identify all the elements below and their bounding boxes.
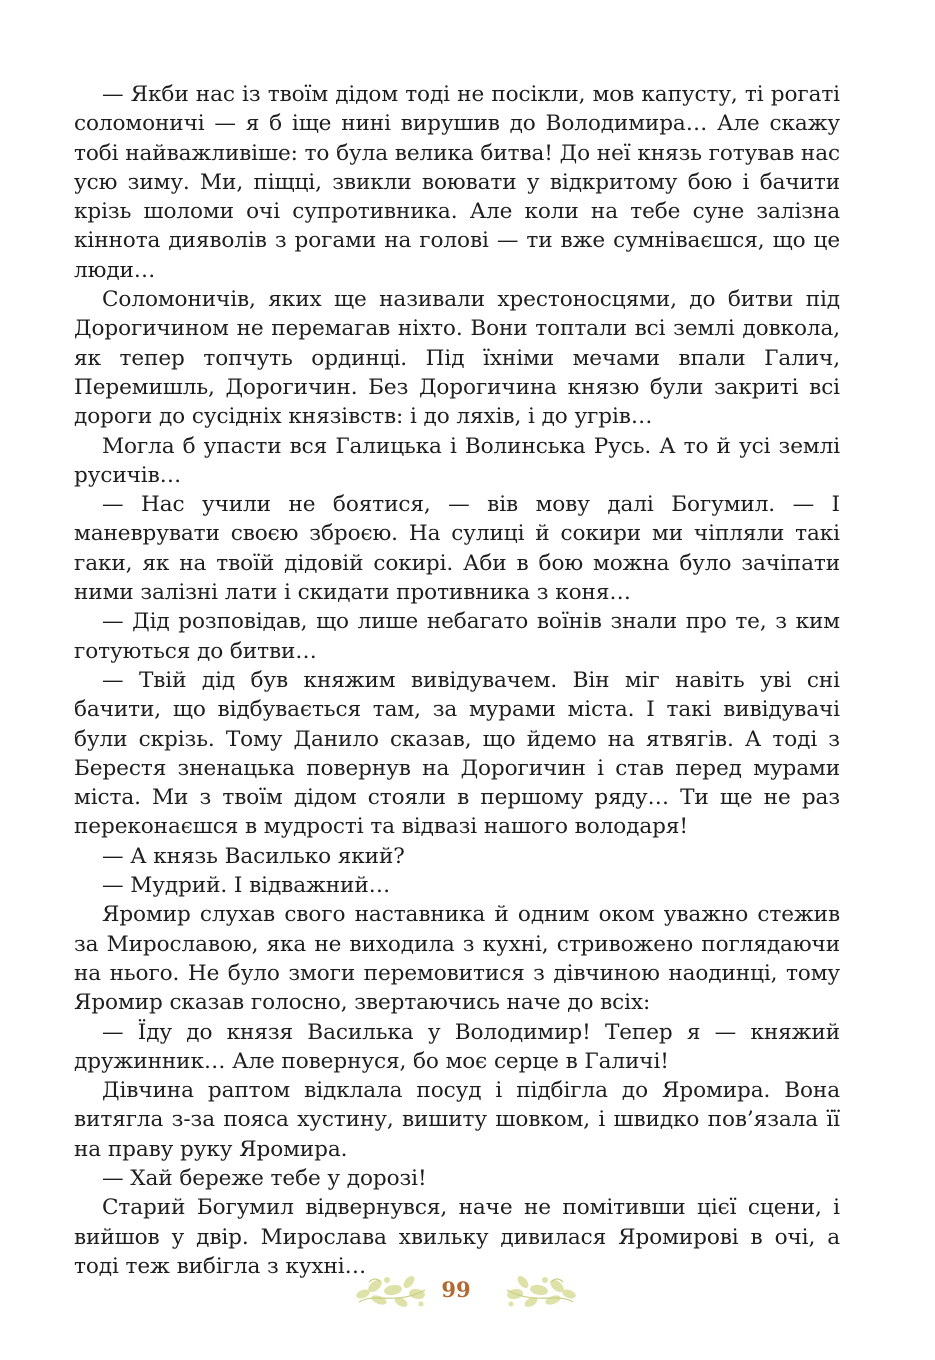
paragraph: — Хай береже тебе у дорозі!: [102, 1165, 427, 1191]
paragraph: — Твій дід був княжим вивідувачем. Він міг навіть уві сні бачити, що відбувається там, за мурами міста. І такі вивідувачі були скрізь. Тому Данило сказав, що йдемо на ятвягів. А тоді з Берестя зненацька повернув на Дорогичин і став перед мурами міста. Ми з твоїм дідом стояли в першому ряду… Ти ще не раз переконаєшся в мудрості та відвазі нашого володаря!: [74, 667, 840, 840]
paragraph: Соломоничів, яких ще називали хрестоносцями, до битви під Дорогичином не перемагав ніхто. Вони топтали всі землі довкола, як тепер топчуть ординці. Під їхніми мечами впали Галич, Перемишль, Дорогичин. Без Дорогичина князю були закриті всі дороги до сусідніх князівств: і до ляхів, і до угрів…: [74, 287, 840, 430]
paragraph: — Нас учили не боятися, — вів мову далі Богумил. — І маневрувати своєю зброєю. На сулиці й сокири ми чіпляли такі гаки, як на твоїй дідовій сокирі. Аби в бою можна було зачіпати ними залізні лати і скидати противника з коня…: [74, 492, 840, 606]
page-number: 99: [441, 1277, 471, 1302]
paragraph: Яромир слухав свого наставника й одним оком уважно стежив за Мирославою, яка не виходила з кухні, стривожено поглядаючи на нього. Не було змоги перемовитися з дівчиною наодинці, тому Яромир сказав голосно, звертаючись наче до всіх:: [74, 902, 840, 1016]
paragraph: — Якби нас із твоїм дідом тоді не посікли, мов капусту, ті рогаті соломоничі — я б іще нині вирушив до Володимира… Але скажу тобі найважливіше: то була велика битва! До неї князь готував нас усю зиму. Ми, піщці, звикли воювати у відкритому бою і бачити крізь шоломи очі супротивника. Але коли на тебе суне залізна кіннота дияволів з рогами на голові — ти вже сумніваєшся, що це люди…: [74, 82, 840, 283]
paragraph: — Дід розповідав, що лише небагато воїнів знали про те, з ким готуються до битви…: [74, 609, 840, 664]
paragraph: Дівчина раптом відклала посуд і підбігла до Яромира. Вона витягла з-за пояса хустину, вишиту шовком, і швидко пов’язала її на праву руку Яромира.: [74, 1078, 840, 1162]
paragraph: Могла б упасти вся Галицька і Волинська Русь. А то й усі землі русичів…: [74, 433, 840, 488]
page-footer: [0, 1272, 935, 1312]
paragraph: — А князь Василько який?: [102, 843, 405, 869]
page-text: [74, 80, 840, 1281]
paragraph: — Мудрий. І відважний…: [102, 873, 391, 899]
paragraph: Старий Богумил відвернувся, наче не помітивши цієї сцени, і вийшов у двір. Мирослава хвильку дивилася Яромирові в очі, а тоді теж вибігла з кухні…: [74, 1195, 840, 1279]
paragraph: — Їду до князя Василька у Володимир! Тепер я — княжий дружинник… Але повернуся, бо моє серце в Галичі!: [74, 1019, 840, 1074]
